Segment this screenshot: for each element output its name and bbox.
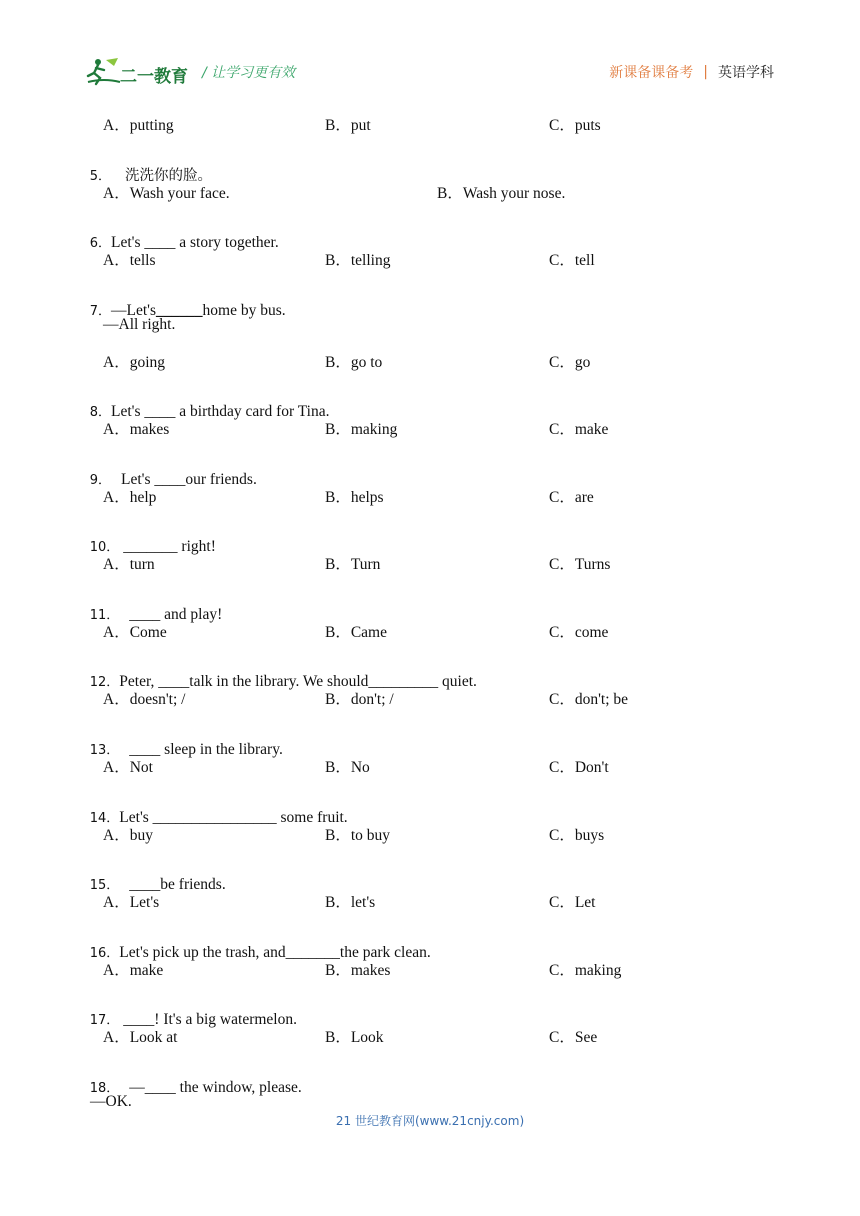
q7-option-c: C．go (549, 354, 591, 371)
question-15 (82, 856, 226, 894)
question-number: 16． (89, 946, 120, 961)
q17-option-c: C．See (549, 1029, 598, 1046)
q15-option-b: B．let's (325, 894, 376, 911)
question-text: ____ sleep in the library. (129, 741, 283, 758)
question-number: 6． (89, 236, 112, 251)
question-13 (82, 721, 283, 759)
question-text: Let's ____ a birthday card for Tina. (111, 403, 330, 420)
q9-option-c: C．are (549, 489, 594, 506)
q8-option-b: B．making (325, 421, 398, 438)
q17-option-a: A．Look at (103, 1029, 178, 1046)
header-separator: | (703, 64, 708, 80)
q6-option-c: C．tell (549, 252, 595, 269)
question-10 (82, 518, 216, 556)
question-blank: ______ (156, 302, 203, 319)
q17-option-b: B．Look (325, 1029, 384, 1046)
question-8 (82, 383, 330, 421)
question-11 (82, 586, 222, 624)
question-number: 17． (89, 1013, 120, 1028)
q8-option-a: A．makes (103, 421, 170, 438)
question-number: 13． (89, 743, 120, 758)
question-12 (82, 653, 477, 691)
logo-text: 二一教育 (120, 67, 188, 87)
question-text: ____! It's a big watermelon. (123, 1011, 297, 1028)
question-text: 洗洗你的脸。 (125, 168, 213, 184)
q4-option-c: C．puts (549, 117, 601, 134)
question-number: 14． (89, 811, 120, 826)
q13-option-b: B．No (325, 759, 370, 776)
q10-option-b: B．Turn (325, 556, 381, 573)
q5-option-a: A．Wash your face. (103, 185, 230, 202)
page-footer: 21 世纪教育网(www.21cnjy.com) (335, 1114, 525, 1128)
q5-option-b: B．Wash your nose. (437, 185, 566, 202)
question-16 (82, 924, 431, 962)
q8-option-c: C．make (549, 421, 609, 438)
q16-option-c: C．making (549, 962, 622, 979)
q9-option-b: B．helps (325, 489, 384, 506)
q7-option-b: B．go to (325, 354, 383, 371)
q7-option-a: A．going (103, 354, 166, 371)
question-text: ____ and play! (129, 606, 223, 623)
q15-option-c: C．Let (549, 894, 596, 911)
q14-option-c: C．buys (549, 827, 605, 844)
q18-reply: —OK. (90, 1093, 132, 1110)
question-17 (82, 991, 297, 1029)
q16-option-b: B．makes (325, 962, 391, 979)
q4-option-b: B．put (325, 117, 371, 134)
page-header (0, 0, 860, 100)
q13-option-c: C．Don't (549, 759, 609, 776)
q6-option-a: A．tells (103, 252, 156, 269)
question-18 (82, 1059, 302, 1097)
header-brand: 新课备课备考 (609, 65, 694, 81)
q10-option-a: A．turn (103, 556, 155, 573)
q14-option-a: A．buy (103, 827, 153, 844)
question-text: Let's ____ a story together. (111, 234, 279, 251)
q11-option-b: B．Came (325, 624, 387, 641)
question-7 (82, 282, 286, 320)
question-text: ____be friends. (129, 876, 226, 893)
q7-reply: —All right. (103, 316, 176, 333)
q12-option-b: B．don't; / (325, 691, 394, 708)
header-right (609, 62, 774, 82)
question-number: 12． (89, 675, 120, 690)
question-text-b: home by bus. (202, 302, 286, 319)
question-number: 11． (89, 608, 120, 623)
question-number: 10． (89, 540, 120, 555)
q11-option-c: C．come (549, 624, 609, 641)
q11-option-a: A．Come (103, 624, 167, 641)
question-number: 5． (89, 169, 112, 184)
q10-option-c: C．Turns (549, 556, 611, 573)
question-9 (82, 451, 257, 489)
q9-option-a: A．help (103, 489, 157, 506)
header-subject: 英语学科 (718, 65, 774, 81)
q13-option-a: A．Not (103, 759, 153, 776)
question-text: _______ right! (123, 538, 216, 555)
question-text: Peter, ____talk in the library. We should_________ quiet. (119, 673, 477, 690)
q12-option-c: C．don't; be (549, 691, 628, 708)
q15-option-a: A．Let's (103, 894, 160, 911)
q4-option-a: A．putting (103, 117, 174, 134)
q12-option-a: A．doesn't; / (103, 691, 186, 708)
question-text: Let's pick up the trash, and_______the park clean. (119, 944, 431, 961)
question-number: 9． (89, 473, 112, 488)
question-14 (82, 789, 348, 827)
question-6 (82, 214, 279, 252)
question-text-a: —Let's (111, 302, 157, 319)
question-text: Let's ________________ some fruit. (119, 809, 348, 826)
header-slogan: / 让学习更有效 (202, 65, 296, 81)
q16-option-a: A．make (103, 962, 164, 979)
question-number: 7． (89, 304, 112, 319)
question-number: 18． (89, 1081, 120, 1096)
question-text: —____ the window, please. (129, 1079, 302, 1096)
question-number: 8． (89, 405, 112, 420)
question-text: Let's ____our friends. (121, 471, 257, 488)
q14-option-b: B．to buy (325, 827, 391, 844)
q6-option-b: B．telling (325, 252, 391, 269)
question-5 (82, 146, 212, 185)
question-number: 15． (89, 878, 120, 893)
